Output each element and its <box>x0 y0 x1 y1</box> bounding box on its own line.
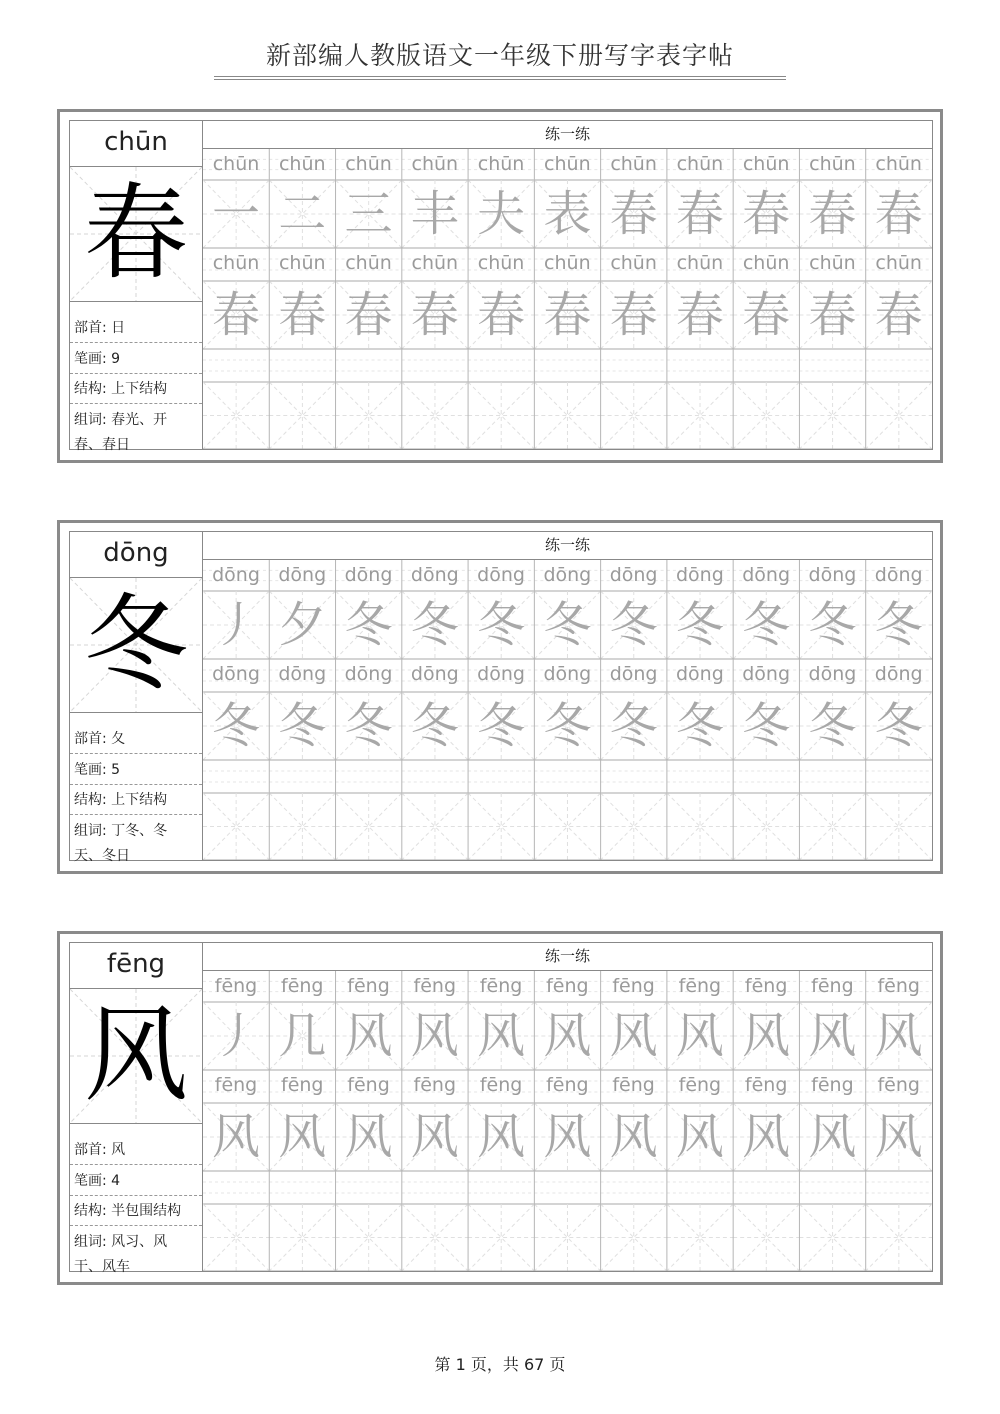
practice-panel <box>203 532 932 860</box>
cell-pinyin: chūn <box>345 252 392 274</box>
character-card <box>57 520 943 874</box>
cell-pinyin: dōng <box>410 663 459 685</box>
cell-pinyin: fēng <box>546 1074 589 1096</box>
info-panel <box>70 943 203 1275</box>
cell-pinyin: chūn <box>544 252 591 274</box>
practice-panel <box>203 943 932 1271</box>
tracing-character: 风 <box>808 1109 857 1165</box>
stroke-count-info: 笔画: 4 <box>74 1173 121 1189</box>
document-title: 新部编人教版语文一年级下册写字表字帖 <box>265 41 734 70</box>
tracing-character: 冬 <box>410 698 459 754</box>
cell-pinyin: dōng <box>278 663 327 685</box>
stroke-order-character: 春 <box>742 186 791 242</box>
cell-pinyin: dōng <box>212 663 260 685</box>
stroke-order-character: 冬 <box>543 597 592 653</box>
cell-pinyin: fēng <box>214 975 258 997</box>
cell-pinyin: chūn <box>212 153 260 175</box>
tracing-character: 风 <box>278 1109 327 1165</box>
tracing-character: 春 <box>410 287 459 343</box>
stroke-order-character: 冬 <box>808 597 857 653</box>
cell-pinyin: dōng <box>609 564 658 586</box>
tracing-character: 冬 <box>278 698 327 754</box>
practice-panel <box>203 121 932 449</box>
radical-info: 部首: 夂 <box>74 731 126 747</box>
cell-pinyin: fēng <box>479 975 523 997</box>
cell-pinyin: dōng <box>410 564 459 586</box>
cell-pinyin: dōng <box>874 663 923 685</box>
tracing-character: 冬 <box>874 698 923 754</box>
model-character: 春 <box>83 172 188 294</box>
cell-pinyin: chūn <box>278 252 326 274</box>
cell-pinyin: chūn <box>477 153 525 175</box>
cell-pinyin: dōng <box>212 564 260 586</box>
structure-info: 结构: 半包围结构 <box>74 1203 182 1219</box>
info-panel <box>70 532 203 864</box>
cell-pinyin: chūn <box>875 252 922 274</box>
tracing-character: 冬 <box>609 698 658 754</box>
info-divider <box>70 784 202 785</box>
tracing-character: 风 <box>874 1109 923 1165</box>
radical-info: 部首: 风 <box>74 1142 126 1158</box>
stroke-order-character: 风 <box>874 1008 923 1064</box>
stroke-order-character: 丰 <box>410 186 459 242</box>
cell-pinyin: fēng <box>546 975 589 997</box>
cell-pinyin: dōng <box>808 663 857 685</box>
model-character-box <box>70 167 202 302</box>
tracing-character: 冬 <box>675 698 724 754</box>
cell-pinyin: dōng <box>278 564 327 586</box>
tracing-character: 冬 <box>477 698 526 754</box>
cell-pinyin: fēng <box>877 1074 920 1096</box>
stroke-order-character: 二 <box>278 186 327 242</box>
tracing-character: 春 <box>742 287 791 343</box>
stroke-order-character: 夕 <box>278 597 327 653</box>
cell-pinyin: fēng <box>479 1074 523 1096</box>
word-examples: 组词: 风习、风干、风车 <box>74 1234 168 1275</box>
cell-pinyin: fēng <box>214 1074 258 1096</box>
stroke-order-character: 冬 <box>344 597 393 653</box>
pinyin-label: chūn <box>70 121 202 167</box>
cell-pinyin: fēng <box>347 975 390 997</box>
model-character-box <box>70 578 202 713</box>
word-examples: 组词: 春光、开春、春日 <box>74 412 168 453</box>
tracing-character: 风 <box>742 1109 791 1165</box>
character-card <box>57 931 943 1285</box>
cell-pinyin: chūn <box>809 252 856 274</box>
tracing-character: 风 <box>410 1109 459 1165</box>
stroke-order-character: 春 <box>609 186 658 242</box>
model-character-box <box>70 989 202 1124</box>
cell-pinyin: chūn <box>742 153 790 175</box>
practice-label: 练一练 <box>203 121 932 149</box>
tracing-character: 春 <box>874 287 923 343</box>
stroke-order-character: 风 <box>477 1008 526 1064</box>
stroke-order-character: 风 <box>675 1008 724 1064</box>
stroke-order-character: 丿 <box>211 1008 260 1064</box>
cell-pinyin: chūn <box>809 153 856 175</box>
model-character: 冬 <box>83 583 188 705</box>
card-frame <box>69 942 933 1275</box>
tracing-character: 春 <box>675 287 724 343</box>
stroke-order-character: 风 <box>344 1008 393 1064</box>
cell-pinyin: chūn <box>544 153 591 175</box>
cell-pinyin: chūn <box>411 153 459 175</box>
title-rule-bottom <box>214 79 786 80</box>
cell-pinyin: fēng <box>744 975 788 997</box>
tracing-character: 冬 <box>808 698 857 754</box>
cell-pinyin: fēng <box>678 975 722 997</box>
tracing-character: 风 <box>543 1109 592 1165</box>
cell-pinyin: chūn <box>477 252 525 274</box>
cell-pinyin: fēng <box>413 975 457 997</box>
tracing-character: 春 <box>344 287 393 343</box>
stroke-order-character: 几 <box>278 1008 327 1064</box>
practice-label: 练一练 <box>203 943 932 971</box>
stroke-order-character: 三 <box>344 186 393 242</box>
stroke-order-character: 冬 <box>609 597 658 653</box>
structure-info: 结构: 上下结构 <box>74 792 168 808</box>
stroke-order-character: 冬 <box>477 597 526 653</box>
cell-pinyin: fēng <box>612 975 655 997</box>
cell-pinyin: chūn <box>610 153 657 175</box>
info-divider <box>70 1225 202 1226</box>
cell-pinyin: dōng <box>344 663 393 685</box>
tracing-character: 春 <box>211 287 260 343</box>
cell-pinyin: fēng <box>612 1074 655 1096</box>
stroke-count-info: 笔画: 5 <box>74 762 121 778</box>
cell-pinyin: dōng <box>344 564 393 586</box>
info-divider <box>70 342 202 343</box>
stroke-order-character: 春 <box>874 186 923 242</box>
word-examples: 组词: 丁冬、冬天、冬日 <box>74 823 168 864</box>
tracing-character: 风 <box>344 1109 393 1165</box>
card-frame <box>69 531 933 864</box>
cell-pinyin: fēng <box>744 1074 788 1096</box>
stroke-order-character: 丿 <box>211 597 260 653</box>
cell-pinyin: fēng <box>877 975 920 997</box>
tracing-character: 冬 <box>543 698 592 754</box>
cell-pinyin: dōng <box>543 564 592 586</box>
cell-pinyin: chūn <box>742 252 790 274</box>
pinyin-label: fēng <box>70 943 202 989</box>
cell-pinyin: dōng <box>543 663 592 685</box>
stroke-order-character: 冬 <box>874 597 923 653</box>
cell-pinyin: dōng <box>477 663 525 685</box>
page-footer: 第 1 页，共 67 页 <box>434 1355 566 1374</box>
cell-pinyin: fēng <box>811 1074 854 1096</box>
tracing-character: 风 <box>609 1109 658 1165</box>
cell-pinyin: fēng <box>347 1074 390 1096</box>
title-rule-top <box>214 76 786 77</box>
practice-label: 练一练 <box>203 532 932 560</box>
cell-pinyin: dōng <box>742 663 791 685</box>
stroke-order-character: 风 <box>609 1008 658 1064</box>
cell-pinyin: fēng <box>281 975 324 997</box>
info-divider <box>70 373 202 374</box>
info-divider <box>70 403 202 404</box>
cell-pinyin: fēng <box>281 1074 324 1096</box>
cell-pinyin: dōng <box>675 663 724 685</box>
structure-info: 结构: 上下结构 <box>74 381 168 397</box>
cell-pinyin: chūn <box>676 252 724 274</box>
stroke-order-character: 风 <box>808 1008 857 1064</box>
tracing-character: 风 <box>477 1109 526 1165</box>
cell-pinyin: dōng <box>675 564 724 586</box>
cell-pinyin: chūn <box>212 252 260 274</box>
cell-pinyin: dōng <box>742 564 791 586</box>
info-divider <box>70 753 202 754</box>
tracing-character: 冬 <box>742 698 791 754</box>
cell-pinyin: dōng <box>609 663 658 685</box>
tracing-character: 风 <box>675 1109 724 1165</box>
card-frame <box>69 120 933 453</box>
stroke-order-character: 冬 <box>675 597 724 653</box>
info-divider <box>70 814 202 815</box>
cell-pinyin: fēng <box>678 1074 722 1096</box>
stroke-order-character: 冬 <box>410 597 459 653</box>
stroke-order-character: 风 <box>543 1008 592 1064</box>
pinyin-label: dōng <box>70 532 202 578</box>
model-character: 风 <box>83 994 188 1116</box>
tracing-character: 春 <box>543 287 592 343</box>
stroke-order-character: 春 <box>808 186 857 242</box>
cell-pinyin: chūn <box>278 153 326 175</box>
cell-pinyin: chūn <box>345 153 392 175</box>
tracing-character: 春 <box>609 287 658 343</box>
info-divider <box>70 1195 202 1196</box>
tracing-character: 冬 <box>344 698 393 754</box>
radical-info: 部首: 日 <box>74 320 126 336</box>
character-card <box>57 109 943 463</box>
stroke-order-character: 一 <box>211 186 260 242</box>
tracing-character: 春 <box>808 287 857 343</box>
stroke-order-character: 风 <box>410 1008 459 1064</box>
cell-pinyin: chūn <box>875 153 922 175</box>
stroke-order-character: 冬 <box>742 597 791 653</box>
tracing-character: 冬 <box>211 698 260 754</box>
cell-pinyin: chūn <box>610 252 657 274</box>
cell-pinyin: dōng <box>808 564 857 586</box>
cell-pinyin: dōng <box>477 564 525 586</box>
info-panel <box>70 121 203 453</box>
cell-pinyin: dōng <box>874 564 923 586</box>
stroke-order-character: 表 <box>543 186 592 242</box>
info-divider <box>70 1164 202 1165</box>
stroke-order-character: 夫 <box>477 186 526 242</box>
cell-pinyin: fēng <box>811 975 854 997</box>
tracing-character: 风 <box>211 1109 260 1165</box>
stroke-order-character: 风 <box>742 1008 791 1064</box>
cell-pinyin: fēng <box>413 1074 457 1096</box>
cell-pinyin: chūn <box>411 252 459 274</box>
cell-pinyin: chūn <box>676 153 724 175</box>
tracing-character: 春 <box>477 287 526 343</box>
stroke-order-character: 春 <box>675 186 724 242</box>
tracing-character: 春 <box>278 287 327 343</box>
stroke-count-info: 笔画: 9 <box>74 351 121 367</box>
